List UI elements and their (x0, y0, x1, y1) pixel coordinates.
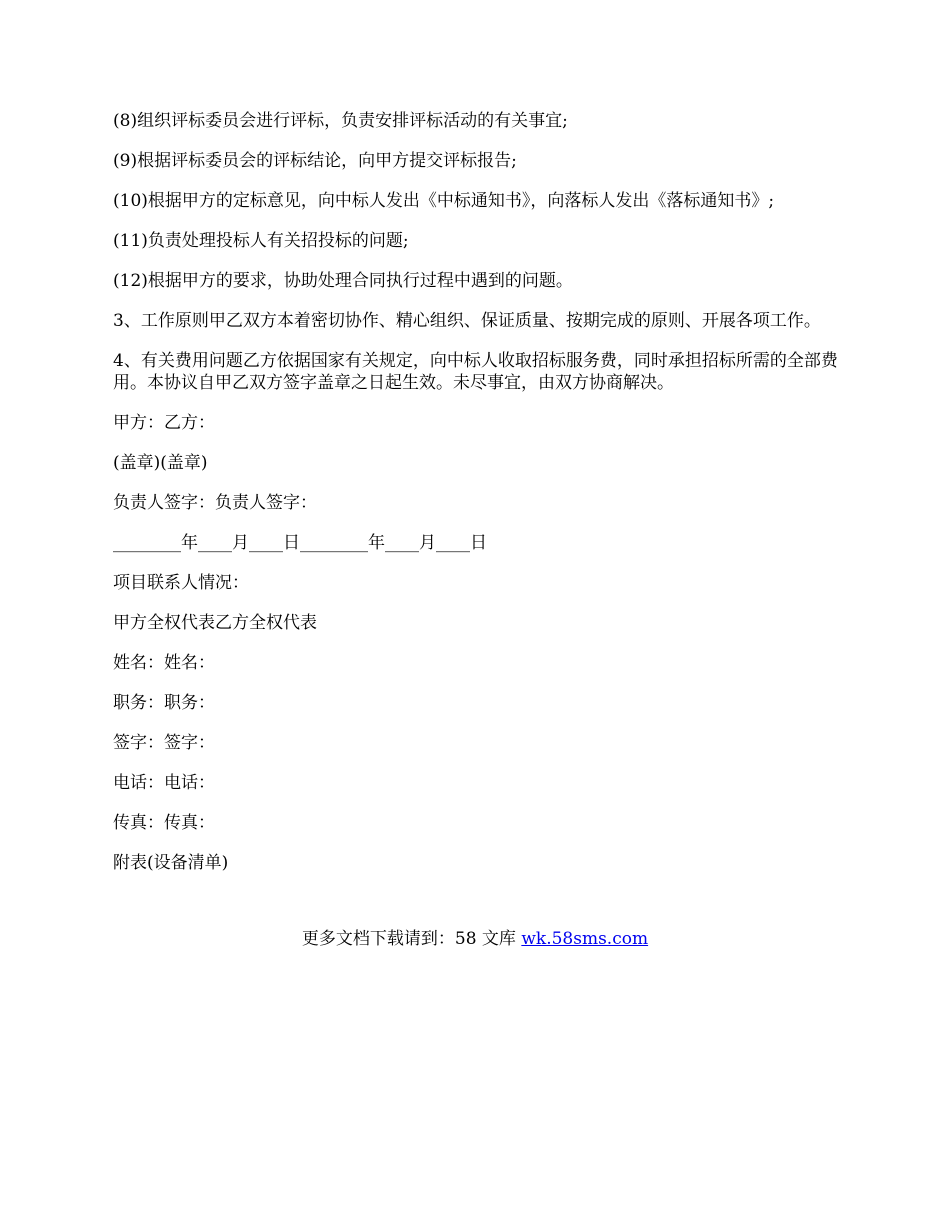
paragraph-item-8: (8)组织评标委员会进行评标，负责安排评标活动的有关事宜; (113, 111, 568, 131)
paragraph-item-9: (9)根据评标委员会的评标结论，向甲方提交评标报告; (113, 151, 517, 171)
attachment-label: 附表(设备清单) (113, 853, 229, 873)
seal-label: (盖章)(盖章) (113, 453, 208, 473)
position-field-label: 职务：职务： (113, 693, 215, 713)
name-field-label: 姓名：姓名： (113, 653, 215, 673)
footer-text: 更多文档下载请到：58 文库 (301, 929, 522, 949)
fax-field-label: 传真：传真： (113, 813, 215, 833)
signature-label: 负责人签字：负责人签字： (113, 493, 317, 513)
paragraph-item-11: (11)负责处理投标人有关招投标的问题; (113, 231, 409, 251)
parties-label: 甲方：乙方： (113, 413, 215, 433)
footer (0, 928, 950, 950)
document-body (113, 110, 843, 892)
representative-label: 甲方全权代表乙方全权代表 (113, 613, 317, 633)
paragraph-item-10: (10)根据甲方的定标意见，向中标人发出《中标通知书》，向落标人发出《落标通知书》; (113, 191, 775, 211)
paragraph-item-12: (12)根据甲方的要求，协助处理合同执行过程中遇到的问题。 (113, 271, 573, 291)
footer-link[interactable]: wk.58sms.com (521, 929, 649, 949)
paragraph-fees: 4、有关费用问题乙方依据国家有关规定，向中标人收取招标服务费，同时承担招标所需的全部费用。本协议自甲乙双方签字盖章之日起生效。未尽事宜，由双方协商解决。 (113, 351, 838, 393)
phone-field-label: 电话：电话： (113, 773, 215, 793)
contact-heading: 项目联系人情况： (113, 573, 249, 593)
date-line: ________年____月____日________年____月____日 (113, 533, 487, 553)
sign-field-label: 签字：签字： (113, 733, 215, 753)
paragraph-work-principle: 3、工作原则甲乙双方本着密切协作、精心组织、保证质量、按期完成的原则、开展各项工作。 (113, 311, 821, 331)
